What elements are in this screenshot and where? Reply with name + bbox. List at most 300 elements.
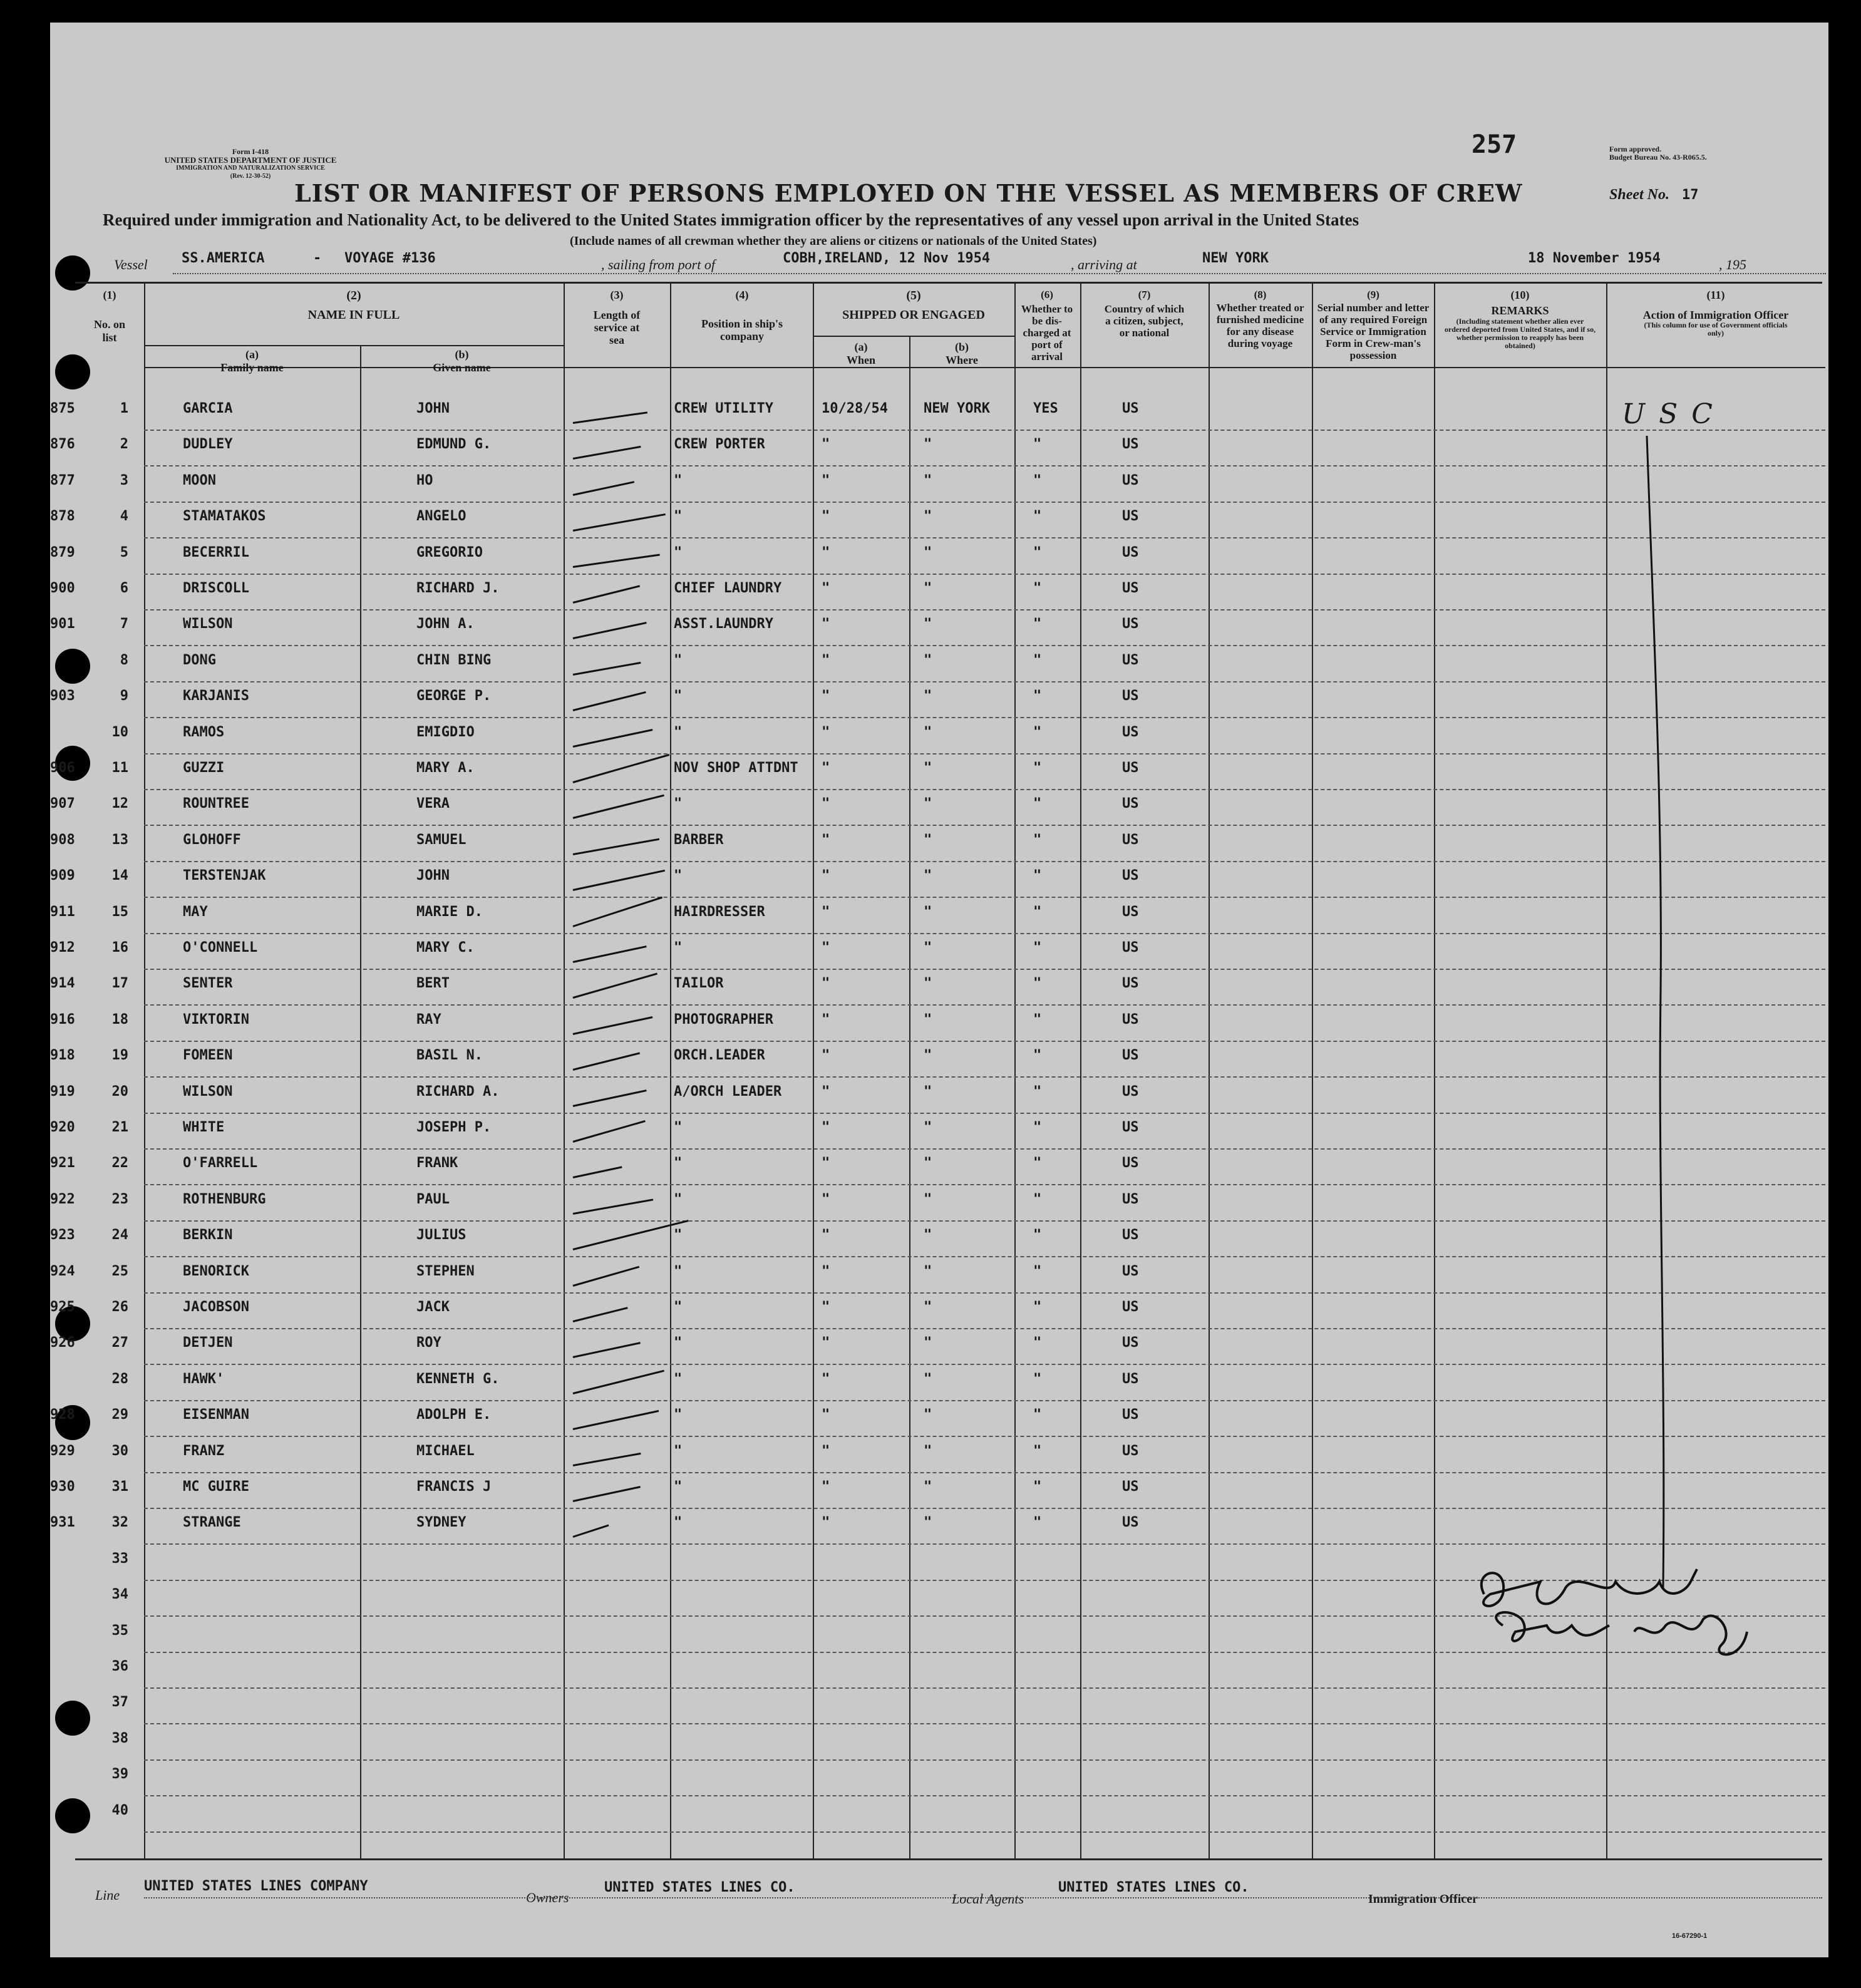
blank-row — [50, 1727, 1828, 1763]
row-rule — [144, 789, 1825, 791]
cell-where: " — [924, 1443, 932, 1459]
cell-no: 24 — [111, 1227, 128, 1244]
cell-where: " — [924, 1335, 932, 1351]
cell-where: " — [924, 760, 932, 776]
col2-sub-border — [144, 345, 564, 346]
cell-discharged: " — [1033, 544, 1042, 560]
col9-label: Serial number and letter of any required Foreign Service or Immigration Form in Crew-man's possession — [1317, 302, 1430, 361]
row-rule — [144, 753, 1825, 755]
cell-position: " — [674, 1443, 683, 1459]
cell-position: CHIEF LAUNDRY — [674, 580, 782, 596]
cell-discharged: " — [1033, 436, 1042, 453]
cell-when: " — [822, 472, 830, 488]
cell-position: BARBER — [674, 832, 724, 848]
cell-given: BASIL N. — [416, 1048, 483, 1064]
table-row — [50, 1044, 1828, 1080]
cell-discharged: " — [1033, 1479, 1042, 1495]
col7-header — [1083, 289, 1205, 339]
table-row — [50, 684, 1828, 721]
cell-no: 34 — [111, 1587, 128, 1603]
cell-ref: 912 — [50, 940, 75, 955]
cell-where: " — [924, 940, 932, 955]
table-row — [50, 1403, 1828, 1439]
col10-note: (Including statement whether alien ever ordered deported from United States, and if so, whether permission to reapply has been obtained) — [1444, 317, 1596, 350]
service-tick-mark — [573, 945, 647, 963]
cell-family: VIKTORIN — [183, 1011, 249, 1027]
cell-ref: 906 — [50, 760, 75, 776]
cell-when: " — [822, 1479, 830, 1495]
cell-country: US — [1122, 904, 1139, 920]
voyage-number: VOYAGE #136 — [344, 250, 436, 266]
col2a-letter: (a) — [245, 348, 259, 361]
cell-no: 19 — [111, 1048, 128, 1064]
row-rule — [144, 1292, 1825, 1294]
service-tick-mark — [573, 1167, 622, 1179]
service-tick-mark — [573, 1410, 659, 1430]
service-tick-mark — [573, 896, 663, 927]
cell-no: 12 — [111, 796, 128, 812]
subtitle: Required under immigration and Nationality Act, to be delivered to the United States immigration officer by the representatives of any vessel upon arrival in the United States — [103, 210, 1359, 229]
row-rule — [144, 861, 1825, 863]
cell-when: " — [822, 904, 830, 920]
cell-family: GARCIA — [183, 401, 233, 416]
cell-when: " — [822, 976, 830, 992]
line-company: UNITED STATES LINES COMPANY — [144, 1878, 368, 1894]
sailing-port: COBH,IRELAND, 12 Nov 1954 — [783, 250, 991, 266]
cell-country: US — [1122, 868, 1139, 884]
cell-no: 26 — [111, 1299, 128, 1315]
col2b-letter: (b) — [455, 348, 469, 361]
cell-where: " — [924, 616, 932, 632]
col1-number: (1) — [103, 289, 116, 301]
col7-number: (7) — [1138, 289, 1151, 301]
cell-ref: 925 — [50, 1299, 75, 1315]
cell-family: STAMATAKOS — [183, 508, 266, 525]
col5-header — [813, 289, 1014, 322]
cell-ref: 908 — [50, 832, 75, 848]
col6-label: Whether to be dis-charged at port of arrival — [1021, 303, 1073, 363]
cell-when: " — [822, 652, 830, 668]
col7-label: Country of which a citizen, subject, or national — [1104, 303, 1185, 339]
cell-ref: 875 — [50, 401, 75, 416]
row-rule — [144, 1004, 1825, 1006]
row-rule — [144, 574, 1825, 575]
service: IMMIGRATION AND NATURALIZATION SERVICE — [176, 165, 325, 172]
table-row — [50, 972, 1828, 1008]
cell-no: 15 — [111, 904, 128, 920]
cell-position: CREW PORTER — [674, 436, 765, 453]
service-tick-mark — [573, 1525, 609, 1538]
cell-where: " — [924, 904, 932, 920]
col11-number: (11) — [1706, 289, 1725, 301]
cell-given: ROY — [416, 1335, 441, 1351]
cell-country: US — [1122, 1299, 1139, 1315]
cell-ref: 877 — [50, 472, 75, 488]
cell-given: PAUL — [416, 1191, 450, 1207]
cell-given: MARY C. — [416, 940, 475, 955]
cell-ref: 923 — [50, 1227, 75, 1244]
row-rule — [144, 681, 1825, 683]
cell-given: JACK — [416, 1299, 450, 1315]
cell-where: " — [924, 436, 932, 453]
cell-family: ROTHENBURG — [183, 1191, 266, 1207]
cell-no: 38 — [111, 1730, 128, 1746]
cell-position: PHOTOGRAPHER — [674, 1011, 773, 1027]
cell-given: RICHARD A. — [416, 1083, 500, 1100]
cell-discharged: " — [1033, 1263, 1042, 1279]
cell-where: " — [924, 724, 932, 740]
cell-given: VERA — [416, 796, 450, 812]
col2b-header — [360, 348, 564, 374]
cell-when: " — [822, 1263, 830, 1279]
cell-given: CHIN BING — [416, 652, 492, 668]
cell-position: " — [674, 1263, 683, 1279]
cell-when: " — [822, 1048, 830, 1064]
cell-given: ADOLPH E. — [416, 1407, 492, 1423]
cell-discharged: " — [1033, 616, 1042, 632]
service-tick-mark — [573, 754, 670, 783]
cell-when: " — [822, 688, 830, 704]
service-tick-mark — [573, 1016, 653, 1035]
cell-family: WILSON — [183, 616, 233, 632]
table-row — [50, 1008, 1828, 1044]
col2a-label: Family name — [220, 361, 284, 374]
row-rule — [144, 1400, 1825, 1402]
cell-position: " — [674, 688, 683, 704]
row-rule — [144, 1831, 1825, 1833]
cell-family: KARJANIS — [183, 688, 249, 704]
cell-discharged: " — [1033, 508, 1042, 525]
cell-country: US — [1122, 1048, 1139, 1064]
cell-discharged: " — [1033, 976, 1042, 992]
table-row — [50, 612, 1828, 649]
cell-given: MICHAEL — [416, 1443, 475, 1459]
col5-label: SHIPPED OR ENGAGED — [842, 308, 985, 322]
vessel-label: Vessel — [114, 257, 148, 272]
col9-number: (9) — [1367, 289, 1379, 301]
cell-discharged: " — [1033, 1407, 1042, 1423]
row-rule — [144, 1508, 1825, 1510]
row-rule — [144, 1364, 1825, 1366]
cell-family: O'CONNELL — [183, 940, 258, 955]
cell-position: HAIRDRESSER — [674, 904, 765, 920]
service-tick-mark — [573, 622, 647, 639]
form-number: Form I-418 — [232, 147, 269, 156]
col3-label: Length of service at sea — [593, 309, 641, 346]
cell-no: 10 — [111, 724, 128, 740]
row-rule — [144, 430, 1825, 431]
col8-header — [1212, 289, 1309, 349]
col8-number: (8) — [1254, 289, 1267, 301]
agents-company: UNITED STATES LINES CO. — [1058, 1880, 1249, 1895]
cell-no: 11 — [111, 760, 128, 776]
table-row — [50, 1439, 1828, 1476]
cell-family: SENTER — [183, 976, 233, 992]
cell-country: US — [1122, 652, 1139, 668]
cell-ref: 920 — [50, 1120, 75, 1135]
budget: Budget Bureau No. 43-R065.5. — [1609, 153, 1707, 162]
cell-discharged: " — [1033, 1083, 1042, 1100]
col2-label: NAME IN FULL — [307, 308, 400, 322]
cell-family: STRANGE — [183, 1515, 241, 1531]
cell-when: " — [822, 1515, 830, 1531]
cell-where: " — [924, 796, 932, 812]
cell-where: " — [924, 472, 932, 488]
row-rule — [144, 1795, 1825, 1797]
cell-given: MARY A. — [416, 760, 475, 776]
cell-when: " — [822, 940, 830, 955]
cell-position: " — [674, 796, 683, 812]
blank-row — [50, 1763, 1828, 1799]
cell-discharged: " — [1033, 1227, 1042, 1244]
cell-country: US — [1122, 1120, 1139, 1135]
service-tick-mark — [573, 1453, 641, 1466]
cell-discharged: " — [1033, 1443, 1042, 1459]
cell-position: " — [674, 508, 683, 525]
cell-no: 32 — [111, 1515, 128, 1531]
cell-family: FOMEEN — [183, 1048, 233, 1064]
cell-country: US — [1122, 436, 1139, 453]
table-row — [50, 864, 1828, 900]
cell-when: " — [822, 580, 830, 596]
cell-no: 17 — [111, 976, 128, 992]
cell-country: US — [1122, 688, 1139, 704]
cell-when: " — [822, 868, 830, 884]
cell-family: ROUNTREE — [183, 796, 249, 812]
cell-no: 6 — [120, 580, 128, 596]
service-tick-mark — [573, 795, 664, 819]
cell-given: EDMUND G. — [416, 436, 492, 453]
service-tick-mark — [573, 838, 659, 855]
cell-country: US — [1122, 580, 1139, 596]
cell-when: " — [822, 1407, 830, 1423]
cell-given: BERT — [416, 976, 450, 992]
cell-discharged: YES — [1033, 401, 1058, 416]
cell-country: US — [1122, 508, 1139, 525]
cell-where: " — [924, 544, 932, 560]
action-bracket-line — [1603, 430, 1678, 1600]
cell-discharged: " — [1033, 868, 1042, 884]
cell-family: O'FARRELL — [183, 1155, 258, 1172]
year-suffix: , 195 — [1719, 257, 1746, 272]
row-rule — [144, 825, 1825, 827]
col2b-label: Given name — [433, 361, 491, 374]
cell-family: EISENMAN — [183, 1407, 249, 1423]
cell-position: A/ORCH LEADER — [674, 1083, 782, 1100]
row-rule — [144, 1184, 1825, 1186]
cell-where: " — [924, 1048, 932, 1064]
service-tick-mark — [573, 973, 657, 999]
cell-when: " — [822, 724, 830, 740]
cell-position: " — [674, 1335, 683, 1351]
cell-where: " — [924, 1155, 932, 1172]
cell-ref: 878 — [50, 508, 75, 525]
row-rule — [144, 897, 1825, 899]
cell-when: " — [822, 1083, 830, 1100]
cell-given: JOHN — [416, 401, 450, 416]
cell-family: DONG — [183, 652, 216, 668]
row-rule — [144, 1076, 1825, 1078]
table-top-border — [75, 282, 1822, 284]
row-rule — [144, 502, 1825, 503]
sheet-label — [1609, 187, 1699, 203]
col4-label: Position in ship's company — [701, 317, 783, 342]
service-tick-mark — [573, 1120, 646, 1143]
cell-country: US — [1122, 832, 1139, 848]
cell-given: SAMUEL — [416, 832, 467, 848]
cell-where: " — [924, 652, 932, 668]
cell-where: " — [924, 1299, 932, 1315]
owners-company: UNITED STATES LINES CO. — [604, 1880, 795, 1895]
cell-when: " — [822, 1011, 830, 1027]
service-tick-mark — [573, 1486, 641, 1502]
col5a-header — [813, 341, 909, 367]
cell-given: RAY — [416, 1011, 441, 1027]
cell-when: " — [822, 544, 830, 560]
row-rule — [144, 645, 1825, 647]
row-rule — [144, 1472, 1825, 1474]
col3-number: (3) — [610, 289, 624, 301]
col10-header — [1437, 289, 1603, 350]
row-rule — [144, 1148, 1825, 1150]
cell-discharged: " — [1033, 1515, 1042, 1531]
col9-header — [1314, 289, 1433, 361]
cell-country: US — [1122, 1011, 1139, 1027]
agents-label: Local Agents — [952, 1891, 1024, 1907]
col4-number: (4) — [735, 289, 749, 301]
cell-country: US — [1122, 976, 1139, 992]
cell-given: KENNETH G. — [416, 1371, 500, 1387]
approval-block — [1609, 145, 1707, 162]
table-row — [50, 1367, 1828, 1404]
cell-family: WHITE — [183, 1120, 225, 1135]
cell-when: " — [822, 1155, 830, 1172]
punch-hole — [55, 354, 90, 389]
cell-where: " — [924, 832, 932, 848]
cell-ref: 922 — [50, 1191, 75, 1207]
cell-given: ANGELO — [416, 508, 467, 525]
cell-discharged: " — [1033, 1155, 1042, 1172]
cell-given: GREGORIO — [416, 544, 483, 560]
col6-number: (6) — [1041, 289, 1053, 301]
cell-position: " — [674, 1191, 683, 1207]
cell-given: JULIUS — [416, 1227, 467, 1244]
cell-country: US — [1122, 401, 1139, 416]
cell-discharged: " — [1033, 652, 1042, 668]
table-row — [50, 756, 1828, 793]
service-tick-mark — [573, 1307, 628, 1322]
cell-ref: 876 — [50, 436, 75, 453]
col5b-header — [909, 341, 1014, 367]
table-bottom-border — [75, 1858, 1822, 1860]
service-tick-mark — [573, 481, 634, 496]
cell-country: US — [1122, 616, 1139, 632]
table-row — [50, 792, 1828, 828]
cell-country: US — [1122, 1443, 1139, 1459]
service-tick-mark — [573, 691, 646, 711]
cell-discharged: " — [1033, 1011, 1042, 1027]
table-row — [50, 1080, 1828, 1116]
cell-where: " — [924, 1120, 932, 1135]
service-tick-mark — [573, 870, 665, 891]
cell-no: 39 — [111, 1766, 128, 1783]
cell-when: " — [822, 616, 830, 632]
table-row — [50, 1475, 1828, 1512]
footer-underline — [144, 1897, 1822, 1898]
cell-position: " — [674, 1155, 683, 1172]
cell-discharged: " — [1033, 472, 1042, 488]
service-tick-mark — [573, 1370, 664, 1394]
table-row — [50, 1188, 1828, 1224]
cell-ref: 879 — [50, 544, 75, 560]
cell-given: MARIE D. — [416, 904, 483, 920]
cell-when: " — [822, 1227, 830, 1244]
cell-family: FRANZ — [183, 1443, 225, 1459]
table-row — [50, 541, 1828, 577]
service-tick-mark — [573, 1198, 654, 1215]
cell-family: MOON — [183, 472, 216, 488]
cell-ref: 928 — [50, 1407, 75, 1423]
cell-given: EMIGDIO — [416, 724, 475, 740]
col2-number: (2) — [346, 289, 361, 302]
cell-when: " — [822, 1371, 830, 1387]
cell-when: " — [822, 436, 830, 453]
cell-discharged: " — [1033, 940, 1042, 955]
blank-row — [50, 1691, 1828, 1727]
col1-header — [78, 289, 141, 344]
manifest-sheet — [50, 23, 1828, 1957]
row-rule — [144, 1759, 1825, 1761]
table-row — [50, 936, 1828, 972]
cell-ref: 907 — [50, 796, 75, 812]
cell-family: BERKIN — [183, 1227, 233, 1244]
row-rule — [144, 1543, 1825, 1545]
col5-number: (5) — [906, 289, 921, 302]
cell-family: BECERRIL — [183, 544, 249, 560]
cell-when: " — [822, 1335, 830, 1351]
col3-header — [589, 289, 645, 346]
service-tick-mark — [573, 585, 640, 604]
row-rule — [144, 1436, 1825, 1438]
approval: Form approved. — [1609, 145, 1662, 153]
cell-family: DETJEN — [183, 1335, 233, 1351]
cell-position: " — [674, 724, 683, 740]
col11-header — [1609, 289, 1822, 337]
service-tick-mark — [573, 729, 653, 748]
cell-given: FRANK — [416, 1155, 458, 1172]
table-row — [50, 577, 1828, 613]
cell-ref: 930 — [50, 1479, 75, 1495]
service-tick-mark — [573, 1342, 641, 1359]
cell-position: " — [674, 1371, 683, 1387]
table-row — [50, 1511, 1828, 1547]
cell-where: " — [924, 1371, 932, 1387]
cell-no: 5 — [120, 544, 128, 560]
table-row — [50, 1223, 1828, 1260]
table-row — [50, 505, 1828, 541]
subtitle-note: (Include names of all crewman whether they are aliens or citizens or nationals of the United States) — [570, 234, 1097, 248]
cell-country: US — [1122, 472, 1139, 488]
cell-position: " — [674, 1515, 683, 1531]
cell-ref: 916 — [50, 1011, 75, 1027]
table-row — [50, 828, 1828, 865]
row-rule — [144, 465, 1825, 467]
cell-no: 16 — [111, 940, 128, 955]
officer-label: Immigration Officer — [1368, 1892, 1478, 1906]
row-rule — [144, 969, 1825, 971]
cell-family: TERSTENJAK — [183, 868, 266, 884]
cell-family: BENORICK — [183, 1263, 249, 1279]
